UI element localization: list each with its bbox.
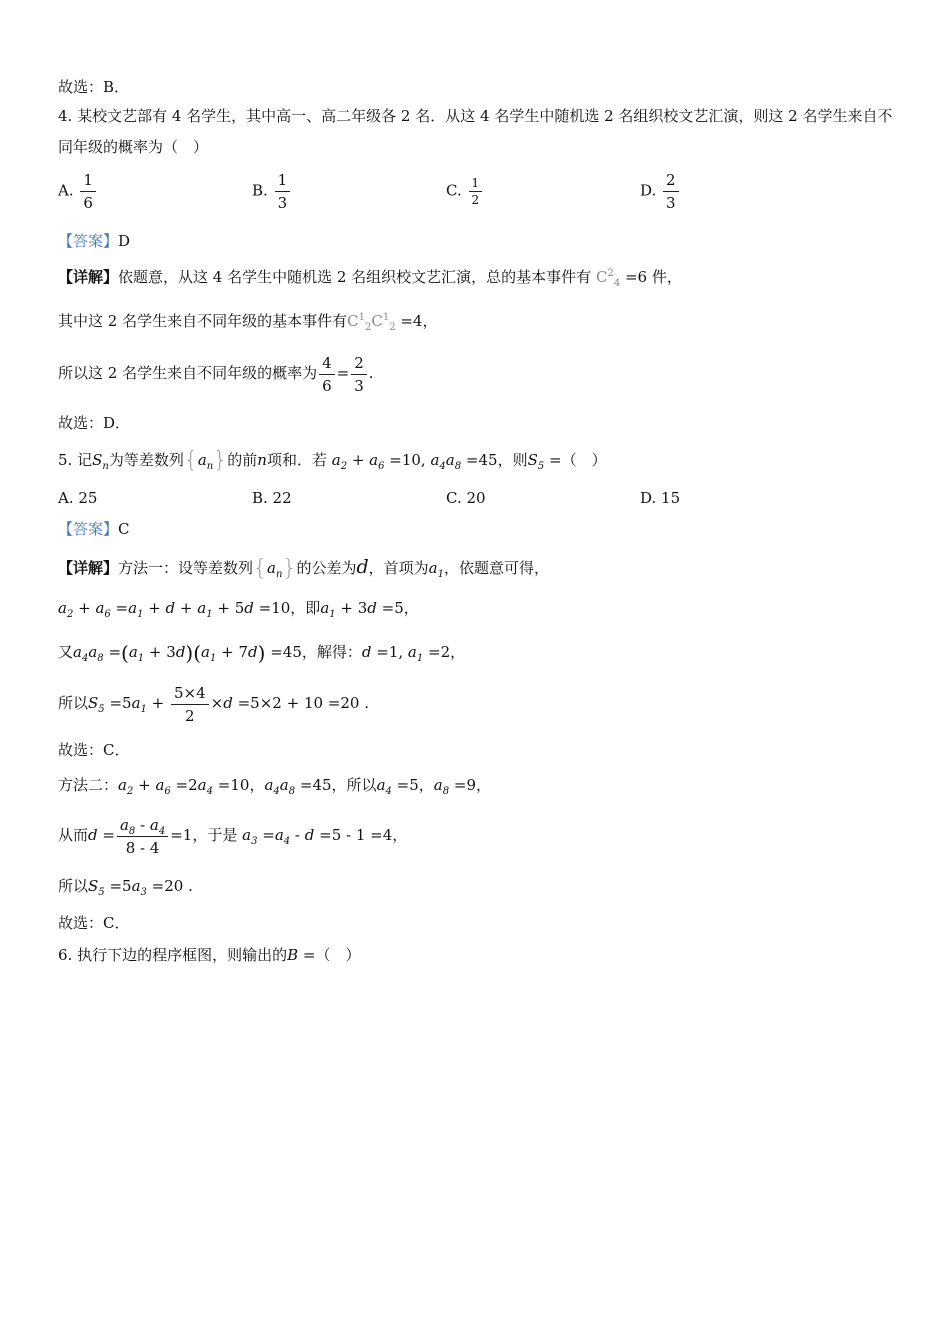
q5-option-a[interactable]: A. 25 <box>58 489 98 507</box>
q5-eq-5: 所以$S_5 =5a_3 =20$ . <box>58 877 193 898</box>
q4-answer: 【答案】D <box>58 232 131 250</box>
q5-conclusion-1: 故选：C． <box>58 741 130 759</box>
q5-option-b[interactable]: B. 22 <box>252 489 292 507</box>
q4-option-a-fraction: $\frac{1}{6}$ <box>80 170 96 213</box>
q5-method2: 方法二：$a_2 + a_6 =2a_4 =10$，$a_4a_8 =45$，所以$a_4 =5$，$a_8 =9$， <box>58 776 492 797</box>
q5-eq-3: 所以$S_5 =5a_1$ + $\frac{5\times 4}{2}$ ×d =5×2 + 10 =20 . <box>58 683 369 725</box>
q6-stem: 6. 执行下边的程序框图，则输出的B =（ ） <box>58 946 361 964</box>
q4-option-b[interactable]: B. $\frac{1}{3}$ <box>252 170 292 213</box>
q4-detail-1: 【详解】依题意，从这 4 名学生中随机选 2 名组织校文艺汇演，总的基本事件有 $C^2_4 =6$ 件， <box>58 268 682 289</box>
q5-eq-4: 从而d = $\frac{a_8 - a_4}{8 - 4}$ =1，于是 $a_3 =a_4 - d =5 - 1 =4$， <box>58 815 408 857</box>
q4-detail-2: 其中这 2 名学生来自不同年级的基本事件有$C^1_2C^1_2 =4$， <box>58 312 438 333</box>
q5-method1-intro: 【详解】方法一：设等差数列$\{a_n\}$的公差为d，首项为$a_1$，依题意可得， <box>58 556 549 581</box>
q3-conclusion: 故选：B． <box>58 78 130 96</box>
q4-option-d[interactable]: D. $\frac{2}{3}$ <box>640 170 681 213</box>
q4-option-c-fraction: $\frac{1}{2}$ <box>469 176 483 207</box>
q4-option-d-fraction: $\frac{2}{3}$ <box>663 170 679 213</box>
q4-option-c[interactable]: C. $\frac{1}{2}$ <box>446 176 484 207</box>
q5-conclusion-2: 故选：C． <box>58 914 130 932</box>
q5-stem: 5. 记$S_n$为等差数列$\{a_n\}$的前n项和．若 $a_2 + a_6 =10$, $a_4a_8 =45$，则$S_5$ =（ ） <box>58 448 607 473</box>
q5-option-c[interactable]: C. 20 <box>446 489 486 507</box>
q4-option-a[interactable]: A. $\frac{1}{6}$ <box>58 170 98 213</box>
q5-eq-1: $a_2 + a_6 =a_1 + d + a_1 + 5d =10$，即$a_1 + 3d =5$， <box>58 599 419 620</box>
q5-eq-2: 又$a_4a_8 =(a_1 + 3d)(a_1 + 7d) =45$，解得：d =1, $a_1 =2$， <box>58 641 466 665</box>
q4-option-b-fraction: $\frac{1}{3}$ <box>275 170 291 213</box>
q4-stem: 4. 某校文艺部有 4 名学生，其中高一、高二年级各 2 名．从这 4 名学生中随机选 2 名组织校文艺汇演，则这 2 名学生来自不同年级的概率为（ ） <box>58 107 893 156</box>
q5-option-d[interactable]: D. 15 <box>640 489 681 507</box>
q5-answer: 【答案】C <box>58 520 130 538</box>
q4-detail-3: 所以这 2 名学生来自不同年级的概率为 $\frac{4}{6}$ = $\frac{2}{3}$ . <box>58 353 374 395</box>
q4-conclusion: 故选：D． <box>58 414 131 432</box>
